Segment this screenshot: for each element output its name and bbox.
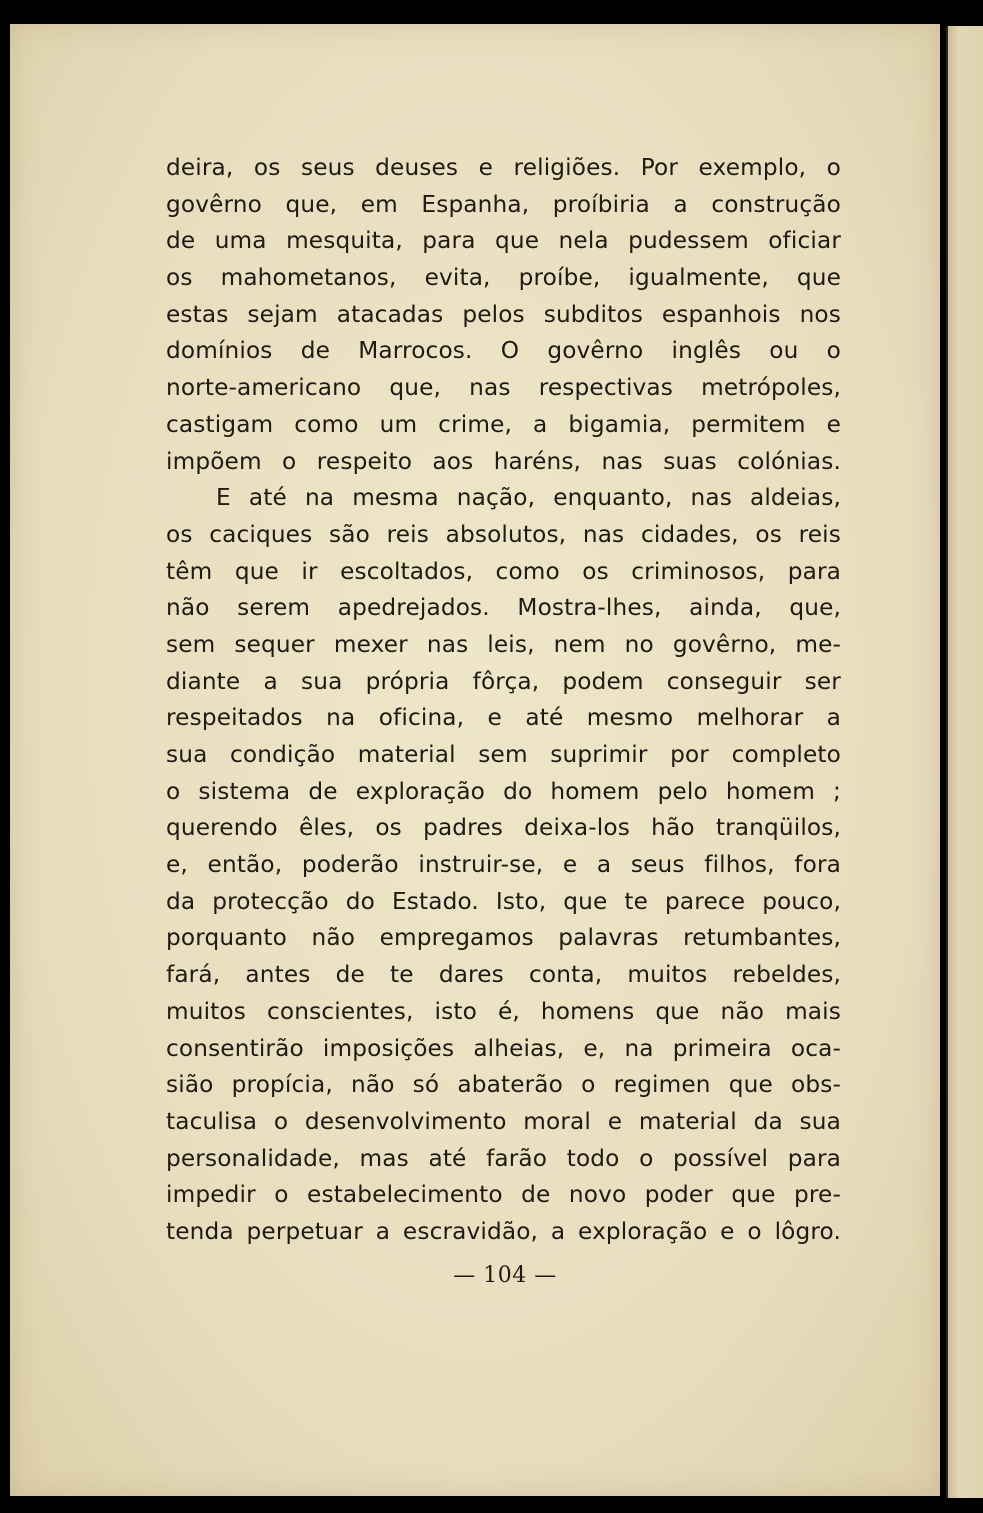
body-text [166, 150, 841, 1251]
text-line: sem sequer mexer nas leis, nem no govêrno, me- [166, 630, 841, 658]
text-line: domínios de Marrocos. O govêrno inglês ou o [166, 337, 841, 365]
text-line: impõem o respeito aos haréns, nas suas colónias. [166, 447, 841, 475]
text-line: respeitados na oficina, e até mesmo melhorar a [166, 704, 841, 732]
text-line: de uma mesquita, para que nela pudessem oficiar [166, 227, 841, 255]
text-line: os mahometanos, evita, proíbe, igualmente, que [166, 264, 841, 292]
text-line: E até na mesma nação, enquanto, nas aldeias, [216, 484, 841, 512]
text-line: não serem apedrejados. Mostra-lhes, ainda, que, [166, 594, 841, 622]
text-line: norte-americano que, nas respectivas metrópoles, [166, 374, 841, 402]
text-line: muitos conscientes, isto é, homens que não mais [166, 997, 841, 1025]
text-line: da protecção do Estado. Isto, que te parece pouco, [166, 887, 841, 915]
text-line: sião propícia, não só abaterão o regimen que obs- [166, 1071, 841, 1099]
text-line: castigam como um crime, a bigamia, permitem e [166, 410, 841, 438]
page-number: — 104 — [453, 1263, 557, 1288]
text-line: diante a sua própria fôrça, podem conseguir ser [166, 667, 841, 695]
text-line: consentirão imposições alheias, e, na primeira oca- [166, 1034, 841, 1062]
text-line: impedir o estabelecimento de novo poder que pre- [166, 1181, 841, 1209]
text-line: têm que ir escoltados, como os criminosos, para [166, 557, 841, 585]
text-line: e, então, poderão instruir-se, e a seus filhos, fora [166, 851, 841, 879]
text-line: os caciques são reis absolutos, nas cidades, os reis [166, 520, 841, 548]
text-line: govêrno que, em Espanha, proíbiria a construção [166, 190, 841, 218]
text-line: fará, antes de te dares conta, muitos rebeldes, [166, 961, 841, 989]
text-line: deira, os seus deuses e religiões. Por exemplo, o [166, 154, 841, 181]
text-line: taculisa o desenvolvimento moral e material da sua [166, 1107, 841, 1135]
text-line: sua condição material sem suprimir por completo [166, 741, 841, 768]
text-line: o sistema de exploração do homem pelo homem ; [166, 777, 841, 805]
text-line: porquanto não empregamos palavras retumbantes, [166, 924, 841, 952]
text-line: tenda perpetuar a escravidão, a exploração e o lôgro. [166, 1217, 841, 1245]
text-line: personalidade, mas até farão todo o possível para [166, 1144, 841, 1172]
text-line: estas sejam atacadas pelos subditos espanhois nos [166, 300, 841, 328]
text-line: querendo êles, os padres deixa-los hão tranqüilos, [166, 814, 841, 842]
